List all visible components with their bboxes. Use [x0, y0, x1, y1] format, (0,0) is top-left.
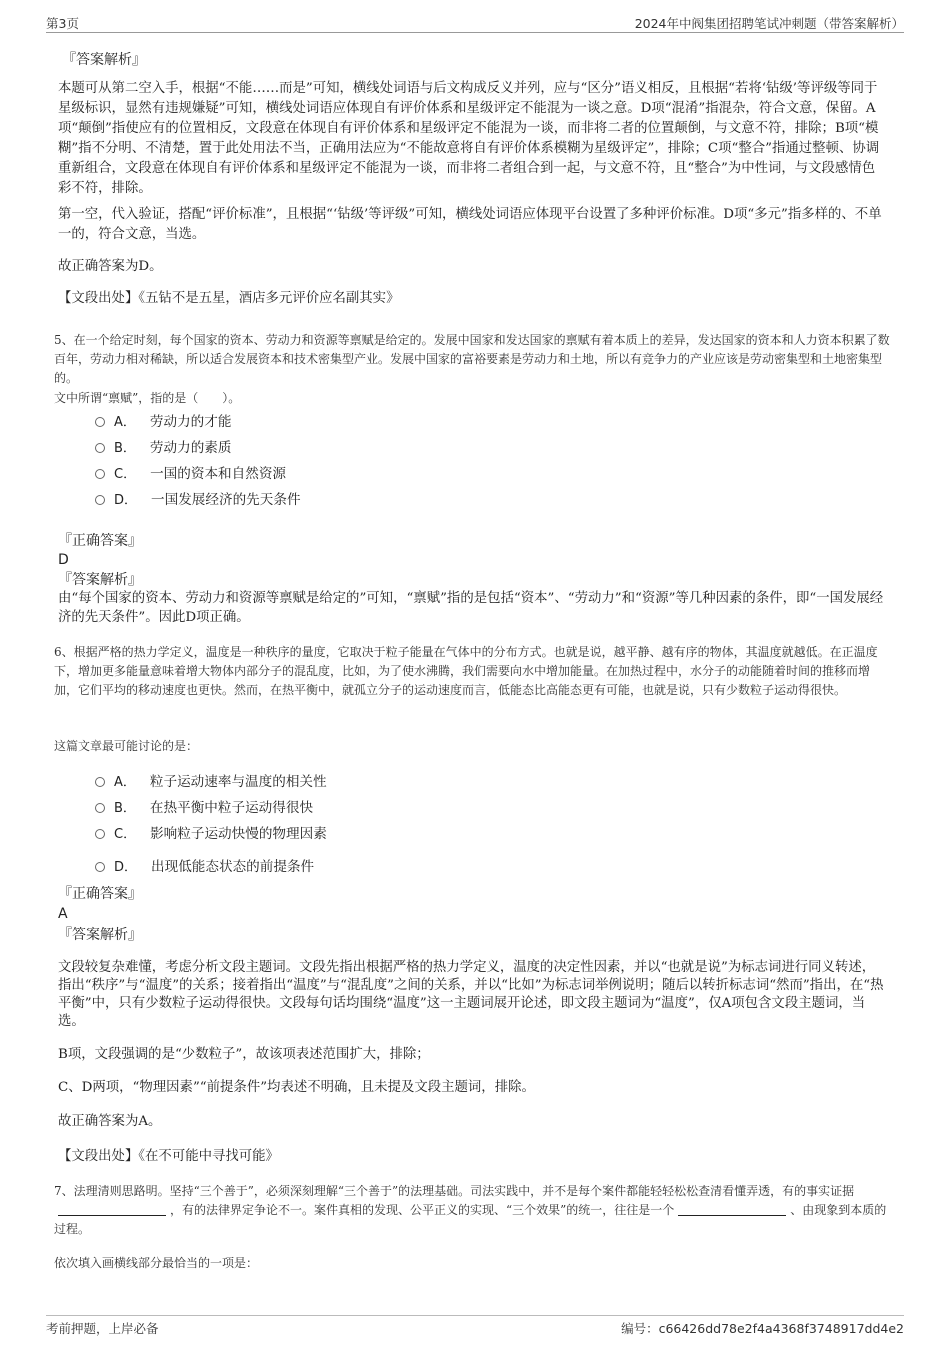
radio-icon[interactable] — [95, 803, 105, 813]
q4-analysis-paragraph-1: 本题可从第二空入手，根据“不能……而是”可知，横线处词语与后文构成反义并列，应与“区分”语义相反，且根据“若将‘钻级’等评级等同于星级标识，显然有违规嫌疑”可知，横线处词语应体现自有评价体系和星级评定不能混为一谈之意。D项“混淆”指混杂，符合文意，保留。A项“颠倒”指使应有的位置相反，文段意在体现自有评价体系和星级评定不能混为一谈，而非将二者的位置颠倒，与文意不符，排除；B项“模糊”指不分明、不清楚，置于此处用法不当，正确用法应为“不能故意将自有评价体系模糊为星级评定”，排除；C项“整合”指通过整顿、协调重新组合，文段意在体现自有评价体系和星级评定不能混为一谈，而非将二者组合到一起，与文意不符，且“整合”为中性词，与文段感情色彩不符，排除。 — [58, 81, 880, 196]
radio-icon[interactable] — [95, 862, 105, 872]
page-header — [46, 14, 904, 33]
q4-analysis-paragraph-2: 第一空，代入验证，搭配“评价标准”，且根据“‘钻级’等评级”可知，横线处词语应体现平台设置了多种评价标准。D项“多元”指多样的、不单一的，符合文意，当选。 — [58, 207, 882, 242]
document-code: 编号：c66426dd78e2f4a4368f3748917dd4e2 — [621, 1321, 904, 1336]
page-number: 第3页 — [46, 16, 79, 31]
q7-stem: 7、法理清则思路明。坚持“三个善于”，必须深刻理解“三个善于”的法理基础。司法实践中，并不是每个案件都能轻轻松松查清看懂弄透，有的事实证据，有的法律界定争论不一。案件真相的发现、公平正义的实现、“三个效果”的统一，往往是一个 、由现象到本质的过程。 — [54, 1184, 887, 1236]
q6-correct-label: 『正确答案』 — [58, 886, 142, 902]
q6-conclusion: 故正确答案为A。 — [58, 1114, 162, 1129]
page-footer — [46, 1315, 904, 1337]
radio-icon[interactable] — [95, 417, 105, 427]
q5-option-c[interactable]: C． 一国的资本和自然资源 — [95, 465, 286, 484]
q6-option-c[interactable]: C． 影响粒子运动快慢的物理因素 — [95, 825, 327, 844]
q6-question: 这篇文章最可能讨论的是： — [54, 739, 199, 753]
radio-icon[interactable] — [95, 829, 105, 839]
q5-option-a[interactable]: A． 劳动力的才能 — [95, 413, 231, 432]
q5-analysis: 由“每个国家的资本、劳动力和资源等禀赋是给定的”可知，“禀赋”指的是包括“资本”、“劳动力”和“资源”等几种因素的条件，即“一国发展经济的先天条件”。因此D项正确。 — [58, 591, 884, 625]
q5-question: 文中所谓“禀赋”，指的是（ ）。 — [54, 391, 241, 405]
q7-question: 依次填入画横线部分最恰当的一项是： — [54, 1256, 259, 1270]
footer-slogan: 考前押题，上岸必备 — [46, 1321, 159, 1336]
q4-conclusion: 故正确答案为D。 — [58, 259, 163, 274]
q6-option-b[interactable]: B． 在热平衡中粒子运动得很快 — [95, 799, 313, 818]
q6-analysis-label: 『答案解析』 — [58, 927, 142, 943]
q6-option-a[interactable]: A． 粒子运动速率与温度的相关性 — [95, 773, 327, 792]
q6-option-d[interactable]: D． 出现低能态状态的前提条件 — [95, 858, 314, 877]
radio-icon[interactable] — [95, 777, 105, 787]
q6-source: 【文段出处】《在不可能中寻找可能》 — [58, 1149, 279, 1164]
q5-stem: 5、在一个给定时刻，每个国家的资本、劳动力和资源等禀赋是给定的。发展中国家和发达国家的禀赋有着本质上的差异，发达国家的资本和人力资本积累了数百年，劳动力相对稀缺，所以适合发展资本和技术密集型产业。发展中国家的富裕要素是劳动力和土地，所以有竞争力的产业应该是劳动密集型和土地密集型的。 — [54, 333, 890, 385]
fill-blank-2[interactable] — [678, 1201, 786, 1216]
q4-source: 【文段出处】《五钻不是五星，酒店多元评价应名副其实》 — [58, 291, 400, 306]
radio-icon[interactable] — [95, 495, 105, 505]
q5-correct-label: 『正确答案』 — [58, 533, 142, 549]
q6-analysis-paragraph-3: C、D两项，“物理因素”“前提条件”均表述不明确，且未提及文段主题词，排除。 — [58, 1080, 535, 1095]
q6-analysis-paragraph-1: 文段较复杂难懂，考虑分析文段主题词。文段先指出根据严格的热力学定义，温度的决定性因素，并以“也就是说”为标志词进行同义转述，指出“秩序”与“温度”的关系；接着指出“温度”与“混乱度”之间的关系，并以“比如”为标志词举例说明；随后以转折标志词“然而”指出，在“热平衡”中，只有少数粒子运动得很快。文段每句话均围绕“温度”这一主题词展开论述，即文段主题词为“温度”，仅A项包含文段主题词，当选。 — [58, 960, 884, 1029]
q6-analysis-paragraph-2: B项，文段强调的是“少数粒子”，故该项表述范围扩大，排除； — [58, 1047, 430, 1062]
q6-stem: 6、根据严格的热力学定义，温度是一种秩序的量度，它取决于粒子能量在气体中的分布方式。也就是说，越平静、越有序的物体，其温度就越低。在正温度下，增加更多能量意味着增大物体内部分子的混乱度，比如，为了使水沸腾，我们需要向水中增加能量。在加热过程中，水分子的动能随着时间的推移而增加，它们平均的移动速度也更快。然而，在热平衡中，就孤立分子的运动速度而言，低能态比高能态更有可能，也就是说，只有少数粒子运动得很快。 — [54, 645, 878, 697]
q5-correct-answer: D — [58, 552, 69, 568]
q5-analysis-label: 『答案解析』 — [58, 572, 142, 588]
q4-analysis-label: 『答案解析』 — [62, 52, 146, 68]
q5-option-b[interactable]: B． 劳动力的素质 — [95, 439, 231, 458]
radio-icon[interactable] — [95, 469, 105, 479]
radio-icon[interactable] — [95, 443, 105, 453]
q5-option-d[interactable]: D． 一国发展经济的先天条件 — [95, 491, 301, 510]
q6-correct-answer: A — [58, 906, 68, 922]
fill-blank-1[interactable] — [58, 1201, 166, 1216]
document-title: 2024年中阀集团招聘笔试冲刺题（带答案解析） — [634, 16, 904, 31]
